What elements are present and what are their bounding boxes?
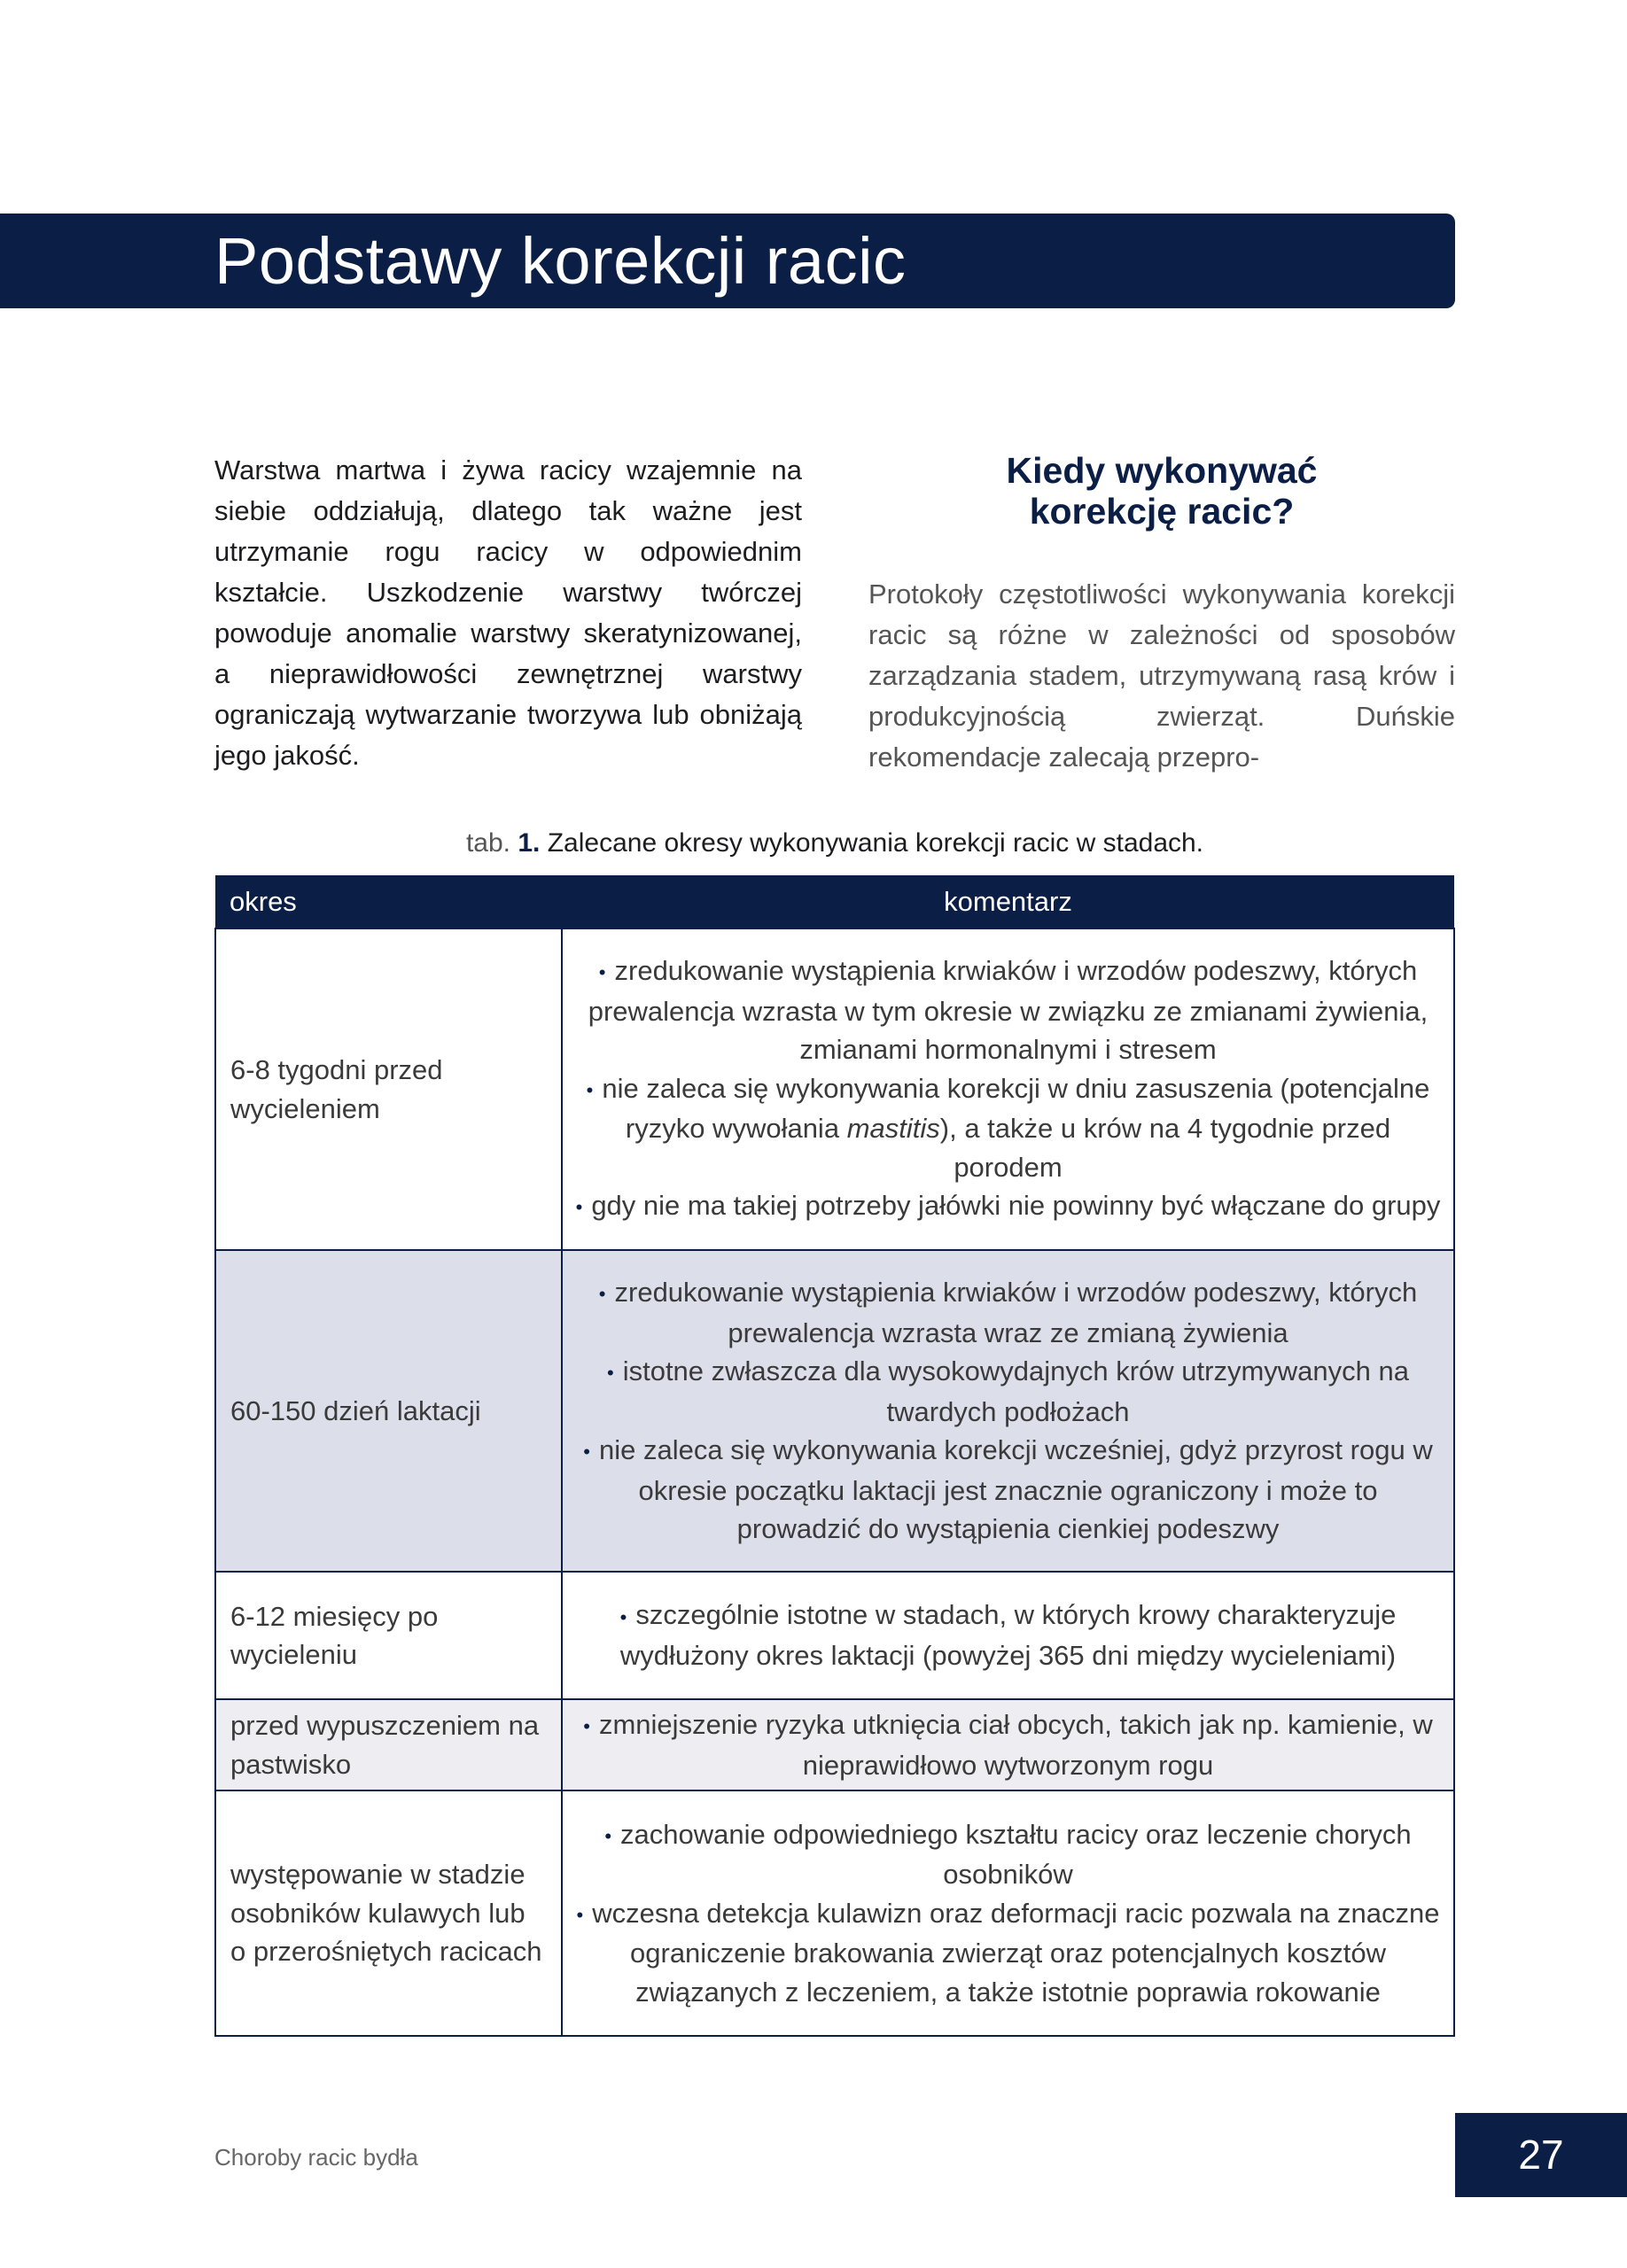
bullet-icon: •: [619, 1605, 627, 1628]
table-row: [215, 1699, 1454, 1790]
comment-text: zmniejszenie ryzyka utknięcia ciał obcych, takich jak np. kamienie, w nieprawidłowo wytworzonym rogu: [598, 1709, 1433, 1781]
chapter-title: Podstawy korekcji racic: [214, 224, 907, 298]
bullet-icon: •: [576, 1903, 584, 1926]
caption-number: 1.: [518, 828, 541, 858]
comment-text: szczególnie istotne w stadach, w których krowy charakteryzuje wydłużony okres laktacji (powyżej 365 dni między wycieleniami): [619, 1599, 1397, 1672]
comment-cell: [562, 1790, 1454, 2036]
comment-cell: [562, 1572, 1454, 1699]
comment-cell: [562, 1250, 1454, 1572]
table-row: [215, 1572, 1454, 1699]
table-caption: [214, 822, 1455, 865]
bullet-icon: •: [575, 1196, 583, 1219]
comment-item: [575, 1596, 1441, 1674]
bullet-icon: •: [604, 1824, 612, 1847]
comment-text: wczesna detekcja kulawizn oraz deformacji racic pozwala na znaczne ograniczenie brakowania zwierząt oraz potencjalnych kosztów związanych z leczeniem, a także istotnie poprawia rokowanie: [592, 1897, 1440, 2008]
column-header-comment: komentarz: [562, 875, 1454, 928]
comment-text: zredukowanie wystąpienia krwiaków i wrzodów podeszwy, których prewalencja wzrasta wraz ze zmianą żywienia: [614, 1277, 1418, 1348]
comment-item: [575, 1273, 1441, 1352]
comment-text: nie zaleca się wykonywania korekcji wcześniej, gdyż przyrost rogu w okresie początku laktacji jest znacznie ograniczony i może to prowadzić do wystąpienia cienkiej podeszwy: [598, 1434, 1433, 1545]
section-paragraph: Protokoły częstotliwości wykonywania korekcji racic są różne w zależności od sposobów zarządzania stadem, utrzymywaną rasą krów i produkcyjnością zwierząt. Duńskie rekomendacje zalecają przepro-: [868, 579, 1455, 773]
comment-text: zredukowanie wystąpienia krwiaków i wrzodów podeszwy, których prewalencja wzrasta w tym okresie w związku ze zmianami żywienia, zmianami hormonalnymi i stresem: [588, 955, 1428, 1066]
bullet-icon: •: [598, 961, 606, 984]
comment-item: [575, 1352, 1441, 1431]
bullet-icon: •: [607, 1362, 614, 1385]
period-cell: występowanie w stadzie osobników kulawych lub o przerośniętych racicach: [215, 1790, 562, 2036]
bullet-icon: •: [586, 1078, 594, 1101]
comment-item: [575, 1186, 1441, 1227]
recommendations-table: [214, 875, 1455, 2037]
table-row: [215, 1790, 1454, 2036]
comment-item: [575, 1705, 1441, 1784]
table-body: [215, 928, 1454, 2036]
comment-text: istotne zwłaszcza dla wysokowydajnych krów utrzymywanych na twardych podłożach: [622, 1355, 1409, 1427]
table-row: [215, 1250, 1454, 1572]
bullet-icon: •: [583, 1715, 590, 1738]
chapter-title-bar: [0, 214, 1455, 308]
footer-book-title: Choroby racic bydła: [214, 2144, 418, 2171]
period-cell: 6-8 tygodni przed wycieleniem: [215, 928, 562, 1250]
comment-item: [575, 1431, 1441, 1549]
bullet-icon: •: [583, 1441, 590, 1464]
period-cell: 60-150 dzień laktacji: [215, 1250, 562, 1572]
caption-text: Zalecane okresy wykonywania korekcji racic w stadach.: [547, 828, 1204, 858]
comment-text: gdy nie ma takiej potrzeby jałówki nie powinny być włączane do grupy: [591, 1190, 1441, 1222]
caption-label: tab.: [465, 828, 510, 858]
comment-item: [575, 951, 1441, 1069]
comment-cell: [562, 928, 1454, 1250]
column-header-period: okres: [215, 875, 562, 928]
section-heading-line2: korekcję racic?: [1029, 491, 1295, 532]
period-cell: 6-12 miesięcy po wycieleniu: [215, 1572, 562, 1699]
comment-item: [575, 1894, 1441, 2012]
section-heading: [868, 450, 1455, 532]
table-row: [215, 928, 1454, 1250]
intro-paragraph: Warstwa martwa i żywa racicy wzajemnie na siebie oddziałują, dlatego tak ważne jest utrzymanie rogu racicy w odpowiednim kształcie. Uszkodzenie warstwy twórczej powoduje anomalie warstwy skeratynizowanej, a nieprawidłowości zewnętrznej warstwy ograniczają wytwarzanie tworzywa lub obniżają jego jakość.: [214, 454, 802, 771]
table-header-row: [215, 875, 1454, 928]
bullet-icon: •: [598, 1283, 606, 1306]
comment-text: nie zaleca się wykonywania korekcji w dniu zasuszenia (potencjalne ryzyko wywołania mastitis), a także u krów na 4 tygodnie przed porodem: [602, 1072, 1430, 1183]
section-heading-line1: Kiedy wykonywać: [1006, 450, 1318, 491]
comment-text: zachowanie odpowiedniego kształtu racicy oraz leczenie chorych osobników: [620, 1818, 1412, 1891]
comment-item: [575, 1069, 1441, 1187]
comment-item: [575, 1815, 1441, 1894]
comment-cell: [562, 1699, 1454, 1790]
page-number-box: [1455, 2113, 1627, 2197]
period-cell: przed wypuszczeniem na pastwisko: [215, 1699, 562, 1790]
page-number: 27: [1518, 2132, 1564, 2178]
